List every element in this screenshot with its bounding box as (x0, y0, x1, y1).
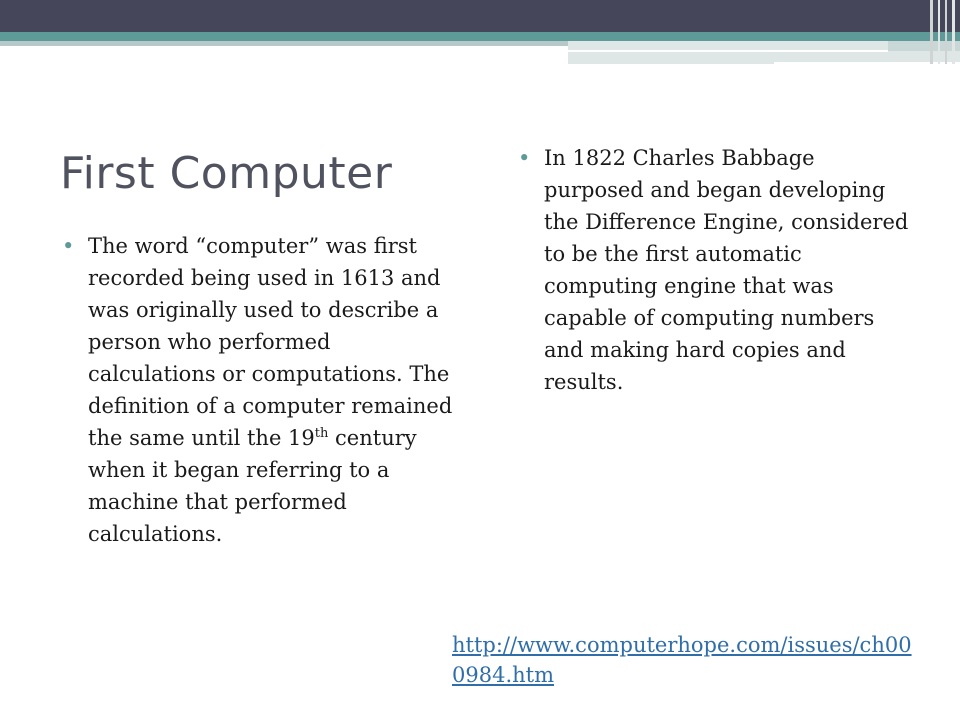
banner-vertical-line (930, 0, 933, 64)
bullet-icon: • (518, 146, 531, 170)
right-bullet-list (518, 142, 918, 398)
left-bullet-text (88, 230, 462, 550)
top-banner-line (568, 50, 888, 52)
left-bullet-list (62, 230, 462, 550)
right-bullet-text: In 1822 Charles Babbage purposed and began developing the Difference Engine, considered to be the first automatic computing engine that was capable of computing numbers and making hard copies and results. (544, 146, 909, 394)
left-bullet-text-part-1: The word “computer” was first recorded being used in 1613 and was originally used to describe a person who performed calculations or computations. The definition of a computer remained the same until the 19 (88, 234, 453, 450)
superscript-th: th (314, 426, 329, 441)
top-banner-gray (0, 41, 568, 46)
top-banner-dark (0, 0, 960, 32)
banner-vertical-line (945, 0, 947, 64)
left-bullet-text-part-2: century when it began referring to a machine that performed calculations. (88, 426, 417, 546)
list-item (62, 230, 462, 550)
banner-vertical-line (938, 0, 940, 64)
bullet-icon: • (62, 234, 75, 258)
top-banner-teal (0, 32, 960, 41)
list-item (518, 142, 918, 398)
top-banner-step-accent (888, 41, 960, 51)
source-link[interactable]: http://www.computerhope.com/issues/ch000984.htm (452, 633, 912, 687)
banner-vertical-line (952, 0, 955, 64)
slide-title: First Computer (60, 148, 393, 199)
